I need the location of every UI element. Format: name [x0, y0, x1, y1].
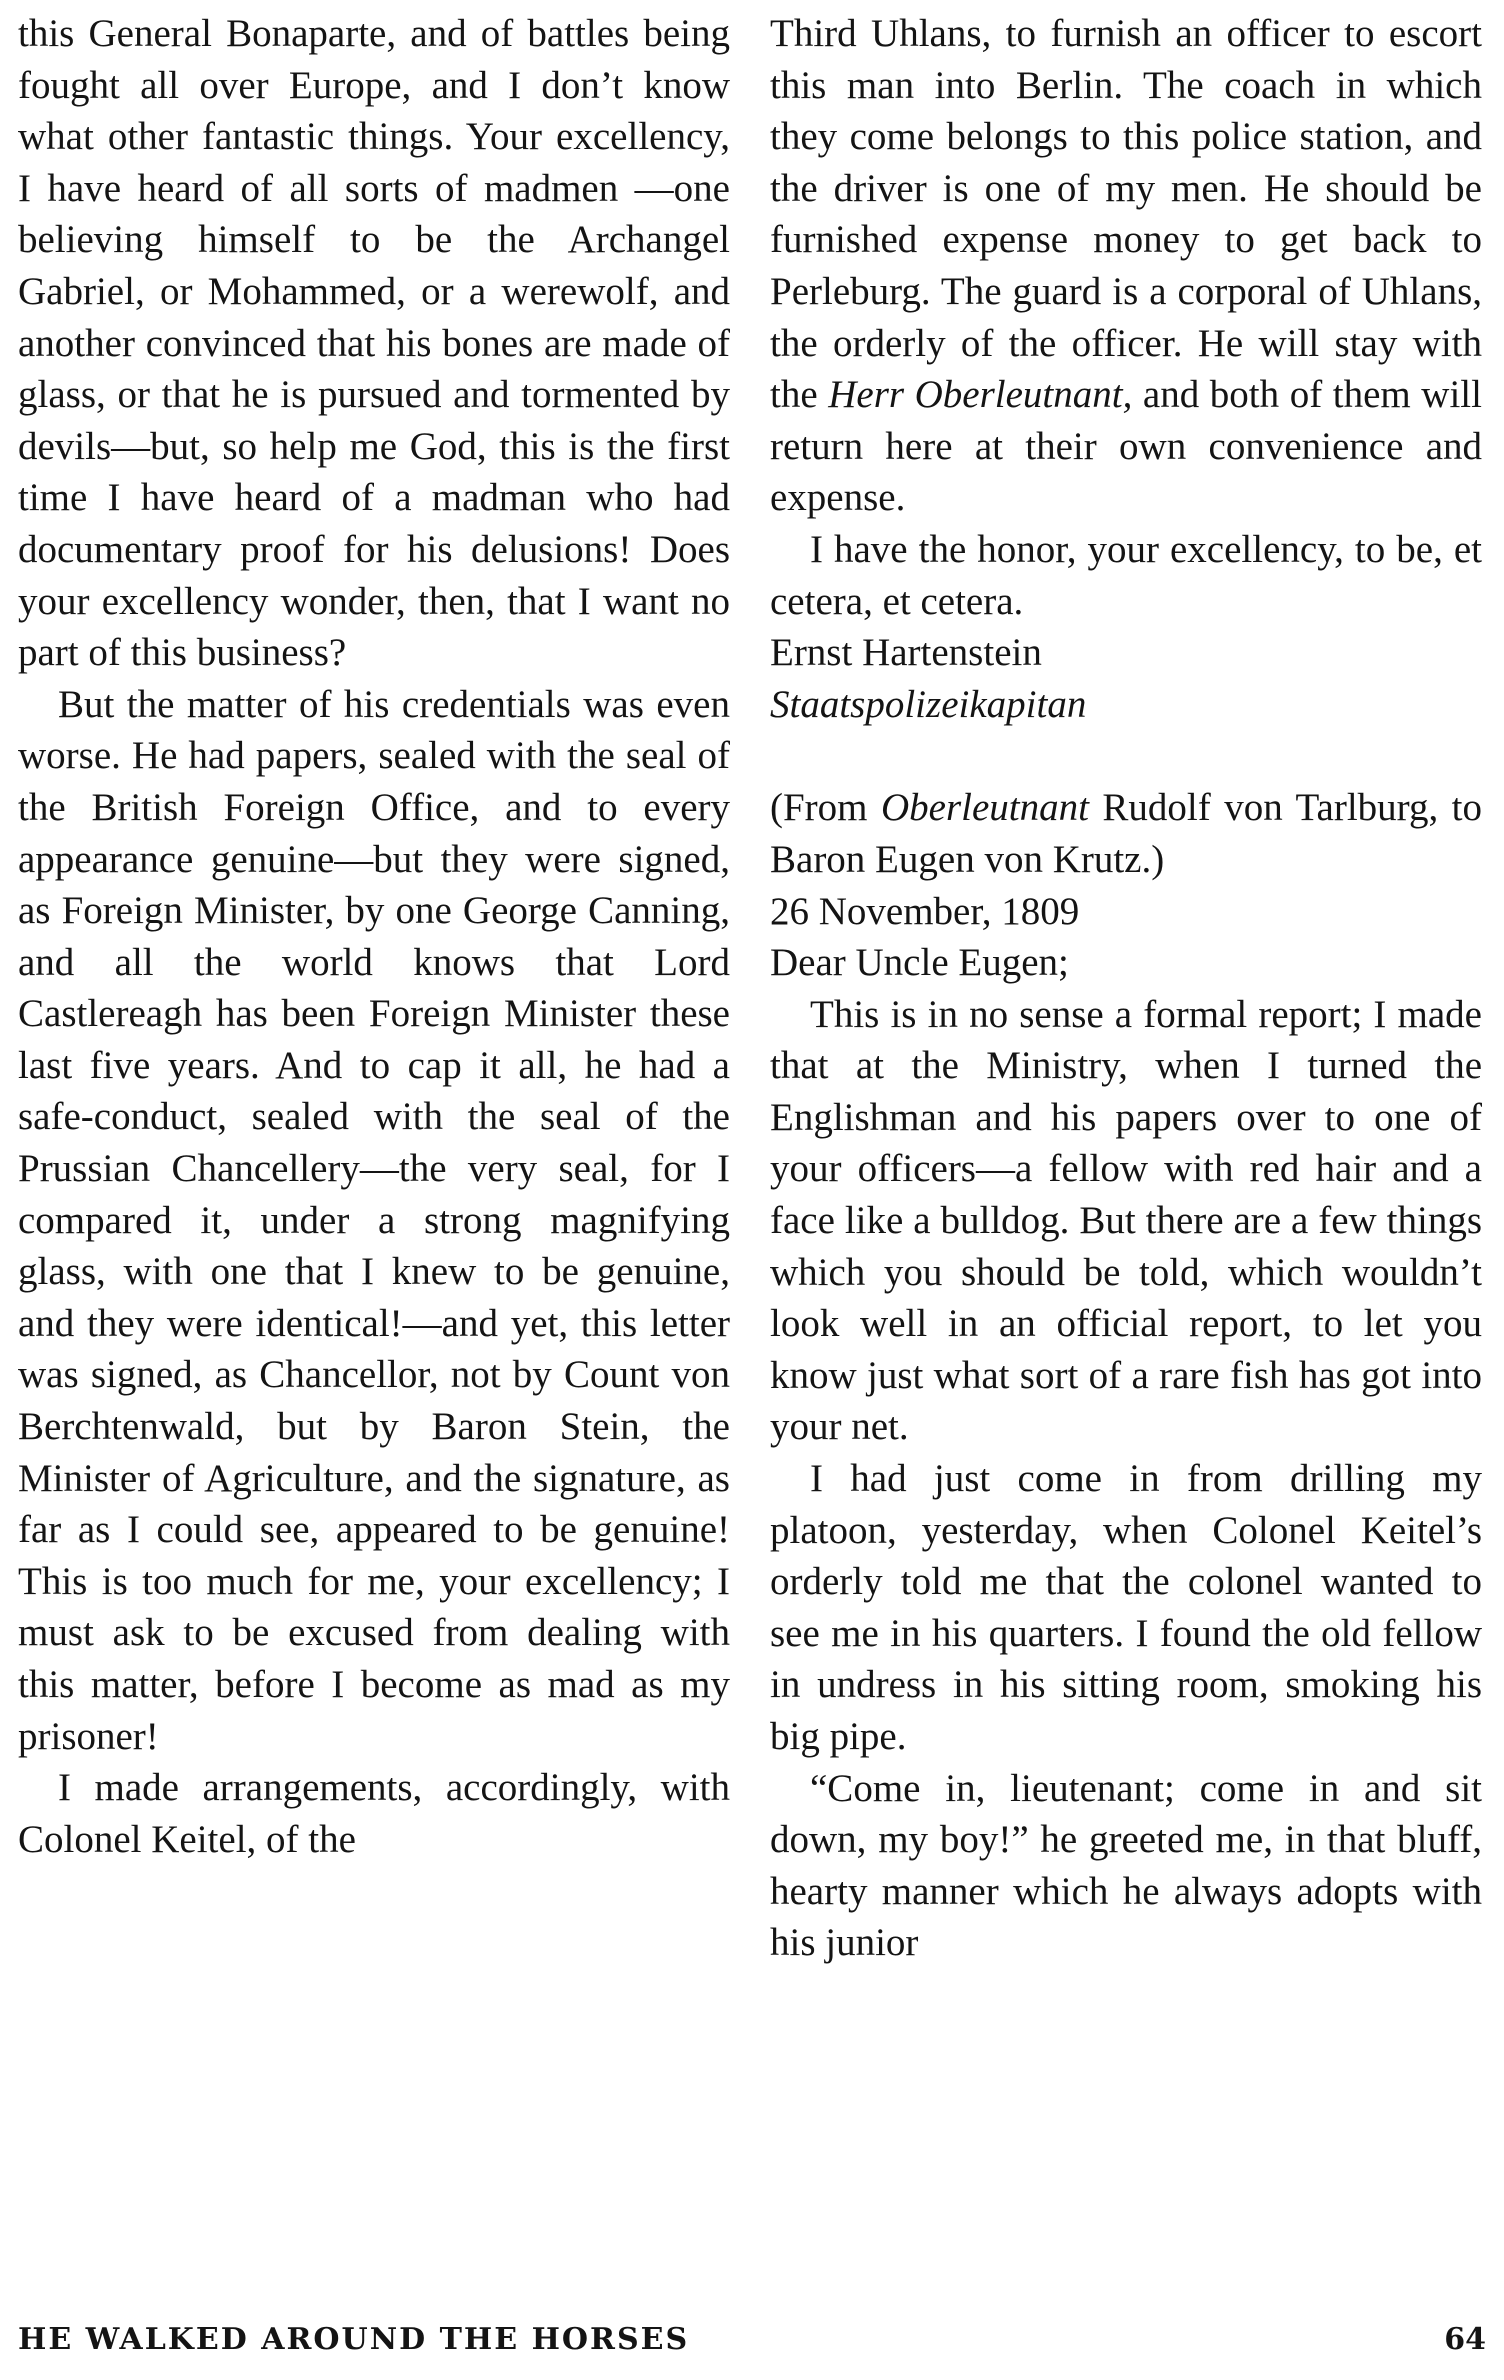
- page-number: 64: [1444, 2322, 1486, 2357]
- escort-text-italic: Herr Oberleutnant,: [828, 373, 1133, 417]
- escort-text-a: Third Uhlans, to furnish an officer to escort this man into Berlin. The coach in which they come belongs to this police station, and the driver is one of my men. He should be furnished expense money to get back to Perleburg. The guard is a corporal of Uhlans, the orderly of the officer. He will stay with the: [770, 12, 1482, 417]
- paragraph-continued: this General Bonaparte, and of battles being fought all over Europe, and I don’t know what other fantastic things. Your excellency, I have heard of all sorts of madmen —one believing himself to be the Archangel Gabriel, or Mohammed, or a werewolf, and another convinced that his bones are made of glass, or that he is pursued and tormented by devils—but, so help me God, this is the first time I have heard of a madman who had documentary proof for his delusions! Does your excellency wonder, then, that I want no part of this business?: [18, 12, 730, 675]
- page-footer: [18, 2322, 1486, 2366]
- running-head: HE WALKED AROUND THE HORSES: [18, 2322, 690, 2357]
- letter-date: 26 November, 1809: [770, 889, 1080, 933]
- letter-heading-a: (From: [770, 786, 881, 830]
- section-gap: [770, 730, 1482, 782]
- paragraph-greeting: “Come in, lieutenant; come in and sit down, my boy!” he greeted me, in that bluff, hearty manner which he always adopts with his junior: [770, 1766, 1482, 1965]
- paragraph-arrangements: I made arrangements, accordingly, with Colonel Keitel, of the: [18, 1766, 730, 1861]
- signature-name: Ernst Hartenstein: [770, 631, 1042, 675]
- letter-salutation: Dear Uncle Eugen;: [770, 941, 1069, 985]
- signature-title: Staatspolizeikapitan: [770, 682, 1087, 726]
- escort-text-b: and both of them will return here at their own convenience and expense.: [770, 373, 1482, 520]
- paragraph-report: This is in no sense a formal report; I made that at the Ministry, when I turned the Englishman and his papers over to one of your officers—a fellow with red hair and a face like a bulldog. But there are a few things which you should be told, which wouldn’t look well in an official report, to let you know just what sort of a rare fish has got into your net.: [770, 992, 1482, 1449]
- left-column: [18, 8, 730, 1865]
- paragraph-drilling: I had just come in from drilling my platoon, yesterday, when Colonel Keitel’s orderly told me that the colonel wanted to see me in his quarters. I found the old fellow in undress in his sitting room, smoking his big pipe.: [770, 1457, 1482, 1758]
- letter-heading-italic: Oberleutnant: [880, 786, 1089, 830]
- paragraph-escort: [770, 8, 1482, 524]
- paragraph-credentials: But the matter of his credentials was even worse. He had papers, sealed with the seal of the British Foreign Office, and to every appearance genuine—but they were signed, as Foreign Minister, by one George Canning, and all the world knows that Lord Castlereagh has been Foreign Minister these last five years. And to cap it all, he had a safe-conduct, sealed with the seal of the Prussian Chancellery—the very seal, for I compared it, under a strong magnifying glass, with one that I knew to be genuine, and they were identical!—and yet, this letter was signed, as Chancellor, not by Count von Berchtenwald, but by Baron Stein, the Minister of Agriculture, and the signature, as far as I could see, appeared to be genuine! This is too much for me, your excellency; I must ask to be excused from dealing with this matter, before I become as mad as my prisoner!: [18, 682, 730, 1758]
- paragraph-closing: I have the honor, your excellency, to be, et cetera, et cetera.: [770, 527, 1482, 623]
- right-column: [770, 8, 1482, 1969]
- letter-heading-b: Rudolf von Tarlburg, to Baron Eugen von Krutz.): [770, 786, 1483, 881]
- letter-heading: [770, 782, 1482, 885]
